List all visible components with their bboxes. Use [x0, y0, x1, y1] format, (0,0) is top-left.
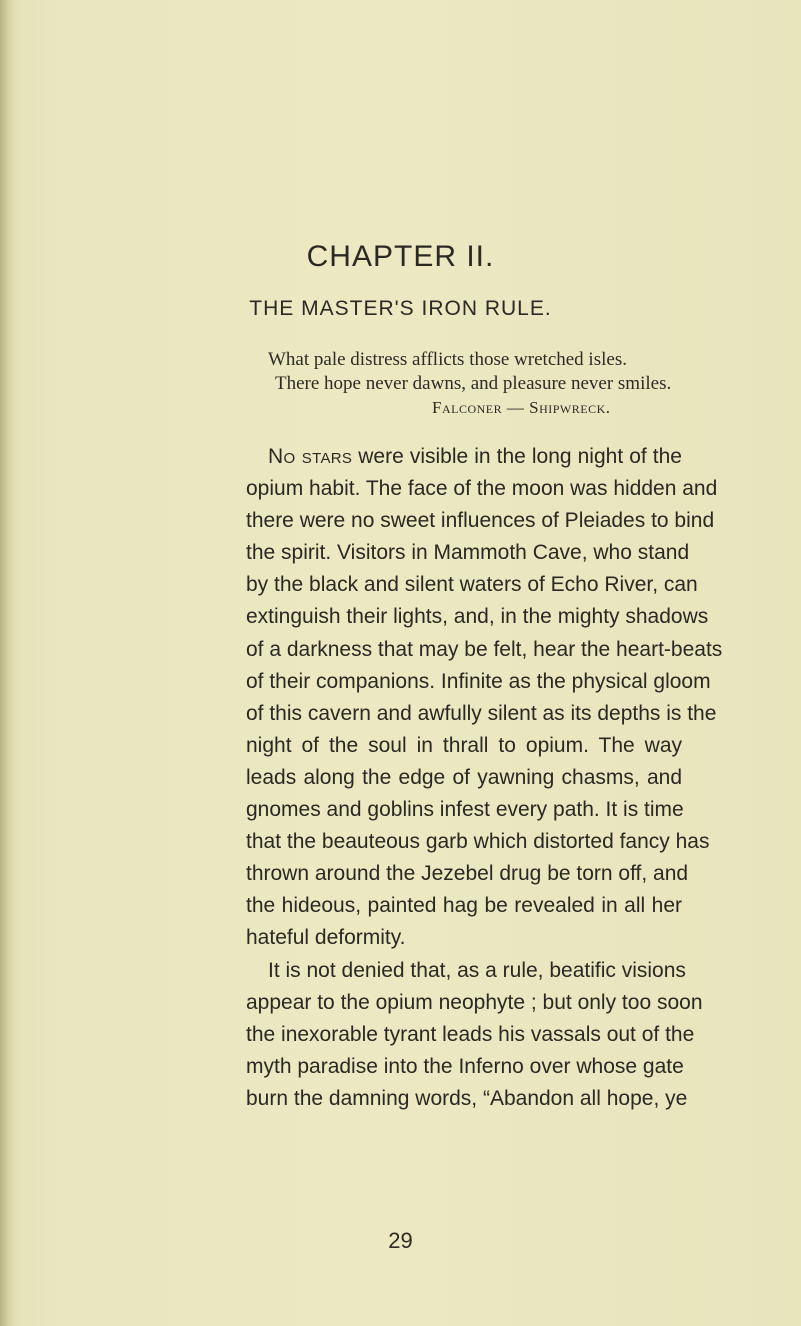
text-line: there were no sweet influences of Pleiades to bind: [246, 509, 715, 533]
text-line: [246, 441, 682, 473]
text-line: appear to the opium neophyte ; but only too soon: [246, 990, 703, 1014]
text-line-rest: were visible in the long night of the: [352, 445, 682, 468]
text-line: gnomes and goblins infest every path. It is time: [246, 798, 684, 822]
epigraph-line: There hope never dawns, and pleasure never smiles.: [275, 373, 672, 394]
epigraph-attribution: Falconer — Shipwreck.: [432, 398, 611, 417]
text-line: opium habit. The face of the moon was hidden and: [246, 477, 718, 501]
chapter-heading: CHAPTER II.: [306, 240, 495, 273]
text-line: by the black and silent waters of Echo River, can: [246, 573, 698, 597]
text-line: the hideous, painted hag be revealed in all her: [246, 894, 682, 918]
text-line: It is not denied that, as a rule, beatific visions: [268, 958, 686, 982]
page-gutter-shadow: [0, 0, 14, 1326]
text-line: extinguish their lights, and, in the mighty shadows: [246, 605, 709, 629]
text-line: thrown around the Jezebel drug be torn off, and: [246, 862, 689, 886]
text-line: of this cavern and awfully silent as its depths is the: [246, 701, 717, 725]
text-line: hateful deformity.: [246, 926, 406, 950]
small-caps-lead: No stars: [268, 445, 353, 468]
epigraph-line: What pale distress afflicts those wretched isles.: [268, 349, 627, 370]
text-line: myth paradise into the Inferno over whose gate: [246, 1054, 684, 1078]
text-line: burn the damning words, “Abandon all hope, ye: [246, 1086, 688, 1110]
body-text: [246, 441, 723, 1115]
text-line: night of the soul in thrall to opium. The way: [246, 733, 682, 757]
chapter-title: THE MASTER'S IRON RULE.: [249, 297, 552, 320]
text-line: leads along the edge of yawning chasms, and: [246, 765, 682, 789]
text-line: the spirit. Visitors in Mammoth Cave, who stand: [246, 541, 690, 565]
text-line: the inexorable tyrant leads his vassals out of the: [246, 1022, 695, 1046]
text-line: of their companions. Infinite as the physical gloom: [246, 669, 711, 693]
epigraph: [268, 348, 671, 396]
page-number: 29: [388, 1228, 413, 1253]
text-line: that the beauteous garb which distorted fancy has: [246, 830, 710, 854]
text-line: of a darkness that may be felt, hear the heart-beats: [246, 637, 723, 661]
